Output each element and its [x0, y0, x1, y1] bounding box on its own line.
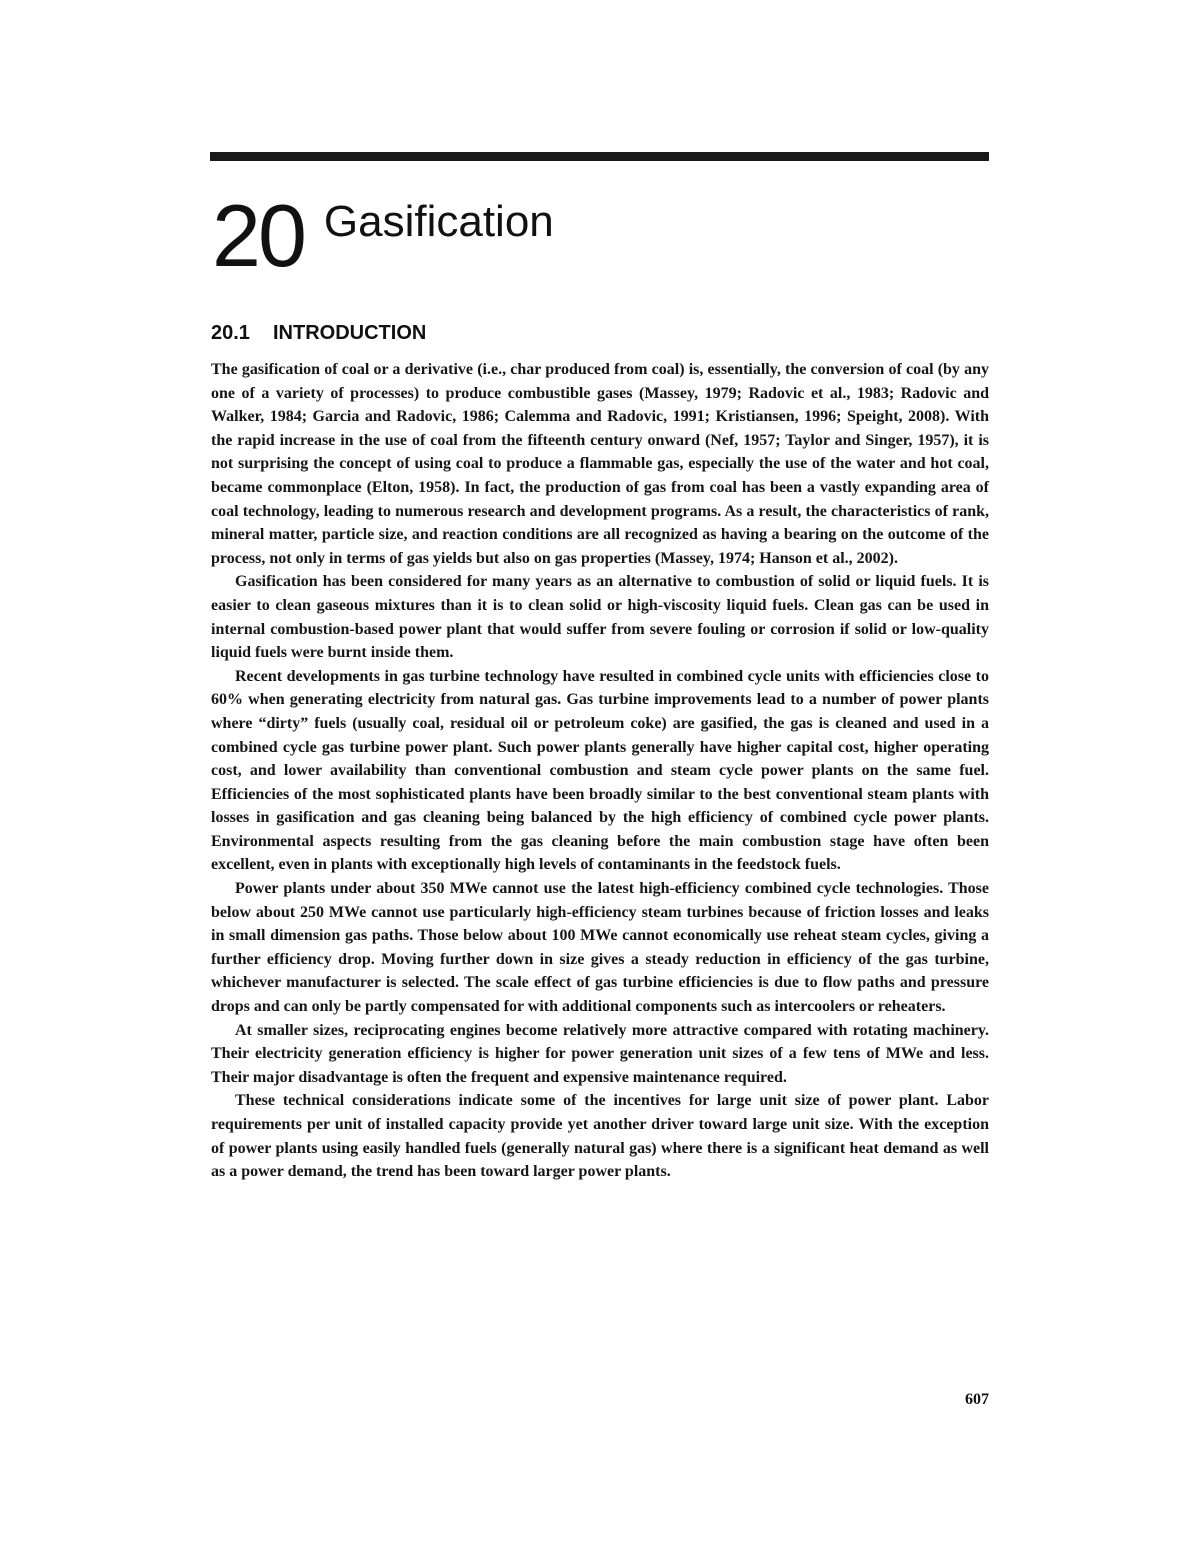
body-text	[211, 358, 989, 1184]
paragraph: At smaller sizes, reciprocating engines become relatively more attractive compared with rotating machinery. Their electricity generation efficiency is higher for power generation unit sizes of a few tens of MWe and less. Their major disadvantage is often the frequent and expensive maintenance required.	[211, 1021, 989, 1086]
paragraph: The gasification of coal or a derivative (i.e., char produced from coal) is, essentially, the conversion of coal (by any one of a variety of processes) to produce combustible gases (Massey, 1979; Radovic et al., 1983; Radovic and Walker, 1984; Garcia and Radovic, 1986; Calemma and Radovic, 1991; Kristiansen, 1996; Speight, 2008). With the rapid increase in the use of coal from the fifteenth century onward (Nef, 1957; Taylor and Singer, 1957), it is not surprising the concept of using coal to produce a flammable gas, especially the use of the water and hot coal, became commonplace (Elton, 1958). In fact, the production of gas from coal has been a vastly expanding area of coal technology, leading to numerous research and development programs. As a result, the characteristics of rank, mineral matter, particle size, and reaction conditions are all recognized as having a bearing on the outcome of the process, not only in terms of gas yields but also on gas properties (Massey, 1974; Hanson et al., 2002).	[211, 361, 989, 567]
page-number: 607	[965, 1391, 989, 1408]
paragraph: These technical considerations indicate some of the incentives for large unit size of power plant. Labor requirements per unit of installed capacity provide yet another driver toward large unit size. With the exception of power plants using easily handled fuels (generally natural gas) where there is a significant heat demand as well as a power demand, the trend has been toward larger power plants.	[211, 1092, 989, 1181]
chapter-heading	[212, 186, 554, 285]
chapter-title: Gasification	[323, 197, 554, 246]
section-title: INTRODUCTION	[273, 322, 427, 344]
section-heading	[211, 321, 426, 345]
chapter-number: 20	[212, 186, 304, 285]
paragraph: Recent developments in gas turbine technology have resulted in combined cycle units with efficiencies close to 60% when generating electricity from natural gas. Gas turbine improvements lead to a number of power plants where “dirty” fuels (usually coal, residual oil or petroleum coke) are gasified, the gas is cleaned and used in a combined cycle gas turbine power plant. Such power plants generally have higher capital cost, higher operating cost, and lower availability than conventional combustion and steam cycle power plants on the same fuel. Efficiencies of the most sophisticated plants have been broadly similar to the best conventional steam plants with losses in gasification and gas cleaning being balanced by the high efficiency of combined cycle power plants. Environmental aspects resulting from the gas cleaning before the main combustion stage have often been excellent, even in plants with exceptionally high levels of contaminants in the feedstock fuels.	[211, 667, 989, 874]
paragraph: Power plants under about 350 MWe cannot use the latest high-efficiency combined cycle technologies. Those below about 250 MWe cannot use particularly high-efficiency steam turbines because of friction losses and leaks in small dimension gas paths. Those below about 100 MWe cannot economically use reheat steam cycles, giving a further efficiency drop. Moving further down in size gives a steady reduction in efficiency of the gas turbine, whichever manufacturer is selected. The scale effect of gas turbine efficiencies is due to flow paths and pressure drops and can only be partly compensated for with additional components such as intercoolers or reheaters.	[211, 880, 989, 1016]
chapter-rule	[210, 152, 989, 161]
paragraph: Gasification has been considered for many years as an alternative to combustion of solid or liquid fuels. It is easier to clean gaseous mixtures than it is to clean solid or high-viscosity liquid fuels. Clean gas can be used in internal combustion-based power plant that would suffer from severe fouling or corrosion if solid or low-quality liquid fuels were burnt inside them.	[211, 573, 989, 662]
section-number: 20.1	[211, 322, 250, 344]
